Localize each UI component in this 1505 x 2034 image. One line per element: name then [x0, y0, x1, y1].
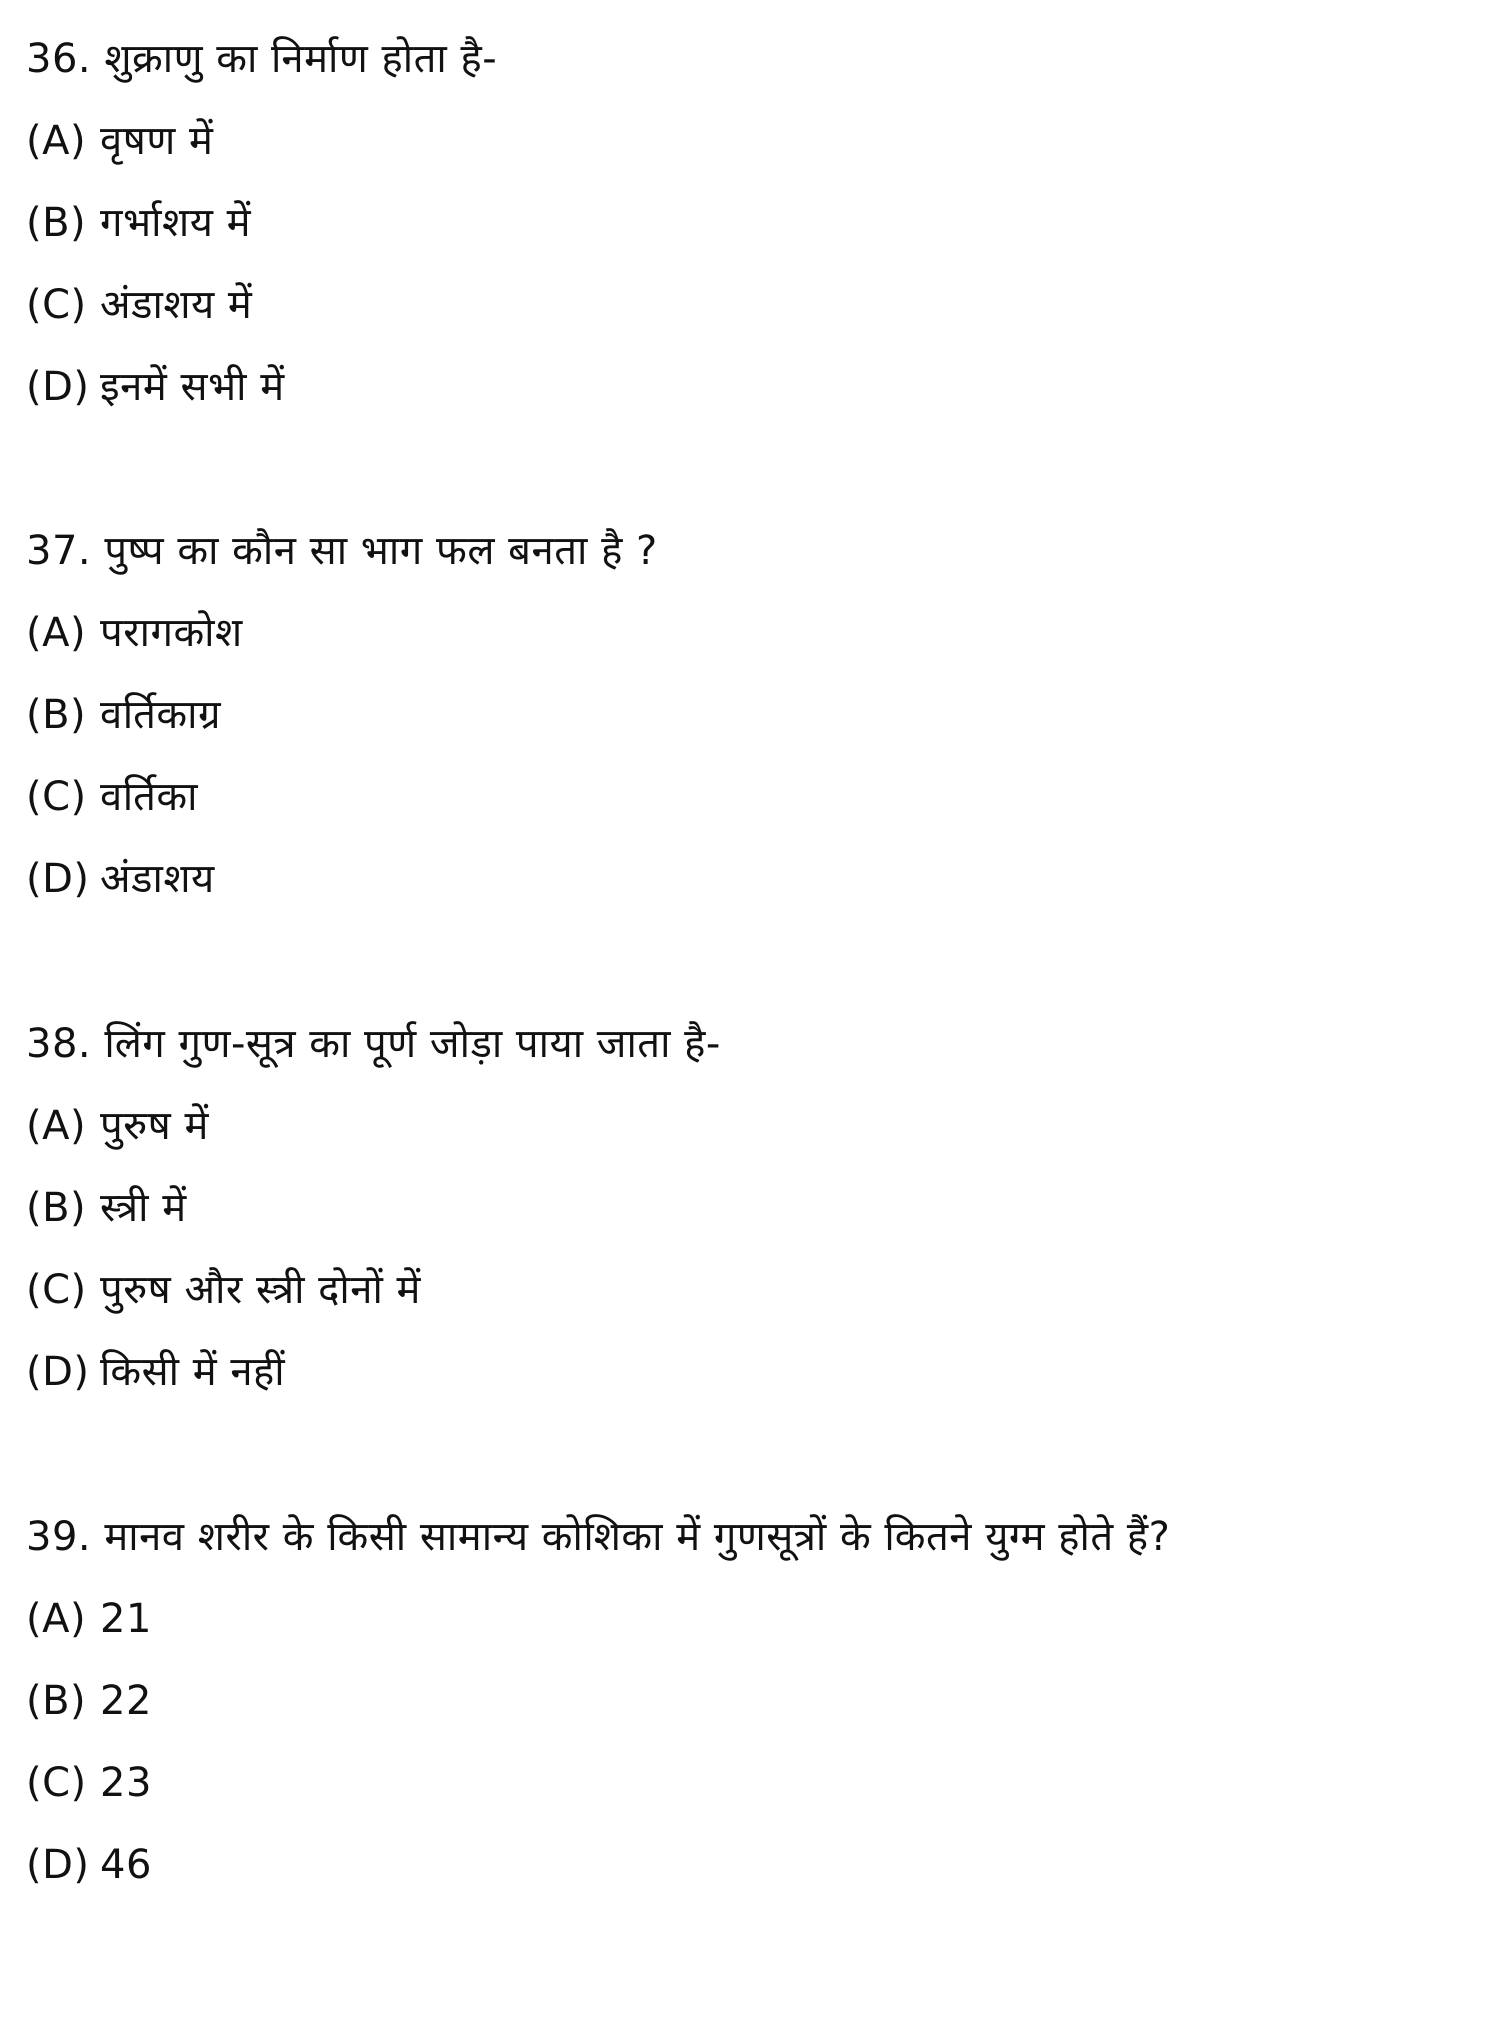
option-key: (C) — [26, 282, 87, 328]
option-key: (B) — [26, 692, 87, 738]
option-key: (A) — [26, 1596, 87, 1642]
option-text: किसी में नहीं — [100, 1349, 286, 1395]
option-key: (C) — [26, 1267, 87, 1313]
option-c[interactable] — [26, 1249, 1466, 1331]
option-text: इनमें सभी में — [100, 364, 285, 410]
question-37 — [26, 510, 1466, 920]
option-b[interactable] — [26, 674, 1466, 756]
option-b[interactable] — [26, 1660, 1466, 1742]
option-c[interactable] — [26, 1742, 1466, 1824]
option-d[interactable] — [26, 346, 1466, 428]
option-text: स्त्री में — [100, 1185, 187, 1231]
option-key: (C) — [26, 1760, 87, 1806]
question-text: 36. शुक्राणु का निर्माण होता है- — [26, 36, 498, 82]
option-b[interactable] — [26, 182, 1466, 264]
option-key: (D) — [26, 1842, 90, 1888]
option-a[interactable] — [26, 100, 1466, 182]
option-key: (D) — [26, 856, 90, 902]
question-text: 37. पुष्प का कौन सा भाग फल बनता है ? — [26, 528, 658, 574]
option-c[interactable] — [26, 756, 1466, 838]
option-key: (B) — [26, 200, 87, 246]
option-key: (D) — [26, 1349, 90, 1395]
question-38 — [26, 1003, 1466, 1413]
option-text: 23 — [100, 1760, 152, 1806]
option-c[interactable] — [26, 264, 1466, 346]
option-text: पुरुष और स्त्री दोनों में — [100, 1267, 421, 1313]
option-key: (A) — [26, 118, 87, 164]
option-text: 21 — [100, 1596, 152, 1642]
option-text: वर्तिकाग्र — [100, 692, 222, 738]
option-text: परागकोश — [100, 610, 243, 656]
option-a[interactable] — [26, 1578, 1466, 1660]
question-39 — [26, 1496, 1466, 1906]
option-text: वर्तिका — [100, 774, 198, 820]
option-text: गर्भाशय में — [100, 200, 252, 246]
option-key: (B) — [26, 1185, 87, 1231]
option-text: अंडाशय — [100, 856, 215, 902]
option-key: (A) — [26, 1103, 87, 1149]
option-a[interactable] — [26, 1085, 1466, 1167]
option-text: 22 — [100, 1678, 152, 1724]
option-d[interactable] — [26, 1331, 1466, 1413]
question-36 — [26, 18, 1466, 428]
option-text: 46 — [100, 1842, 152, 1888]
option-text: अंडाशय में — [100, 282, 253, 328]
option-key: (D) — [26, 364, 90, 410]
option-d[interactable] — [26, 838, 1466, 920]
option-text: वृषण में — [100, 118, 214, 164]
option-text: पुरुष में — [100, 1103, 209, 1149]
option-key: (A) — [26, 610, 87, 656]
option-b[interactable] — [26, 1167, 1466, 1249]
option-d[interactable] — [26, 1824, 1466, 1906]
option-key: (B) — [26, 1678, 87, 1724]
question-text: 39. मानव शरीर के किसी सामान्य कोशिका में गुणसूत्रों के कितने युग्म होते हैं? — [26, 1514, 1171, 1560]
option-a[interactable] — [26, 592, 1466, 674]
option-key: (C) — [26, 774, 87, 820]
question-text: 38. लिंग गुण-सूत्र का पूर्ण जोड़ा पाया जाता है- — [26, 1021, 721, 1067]
